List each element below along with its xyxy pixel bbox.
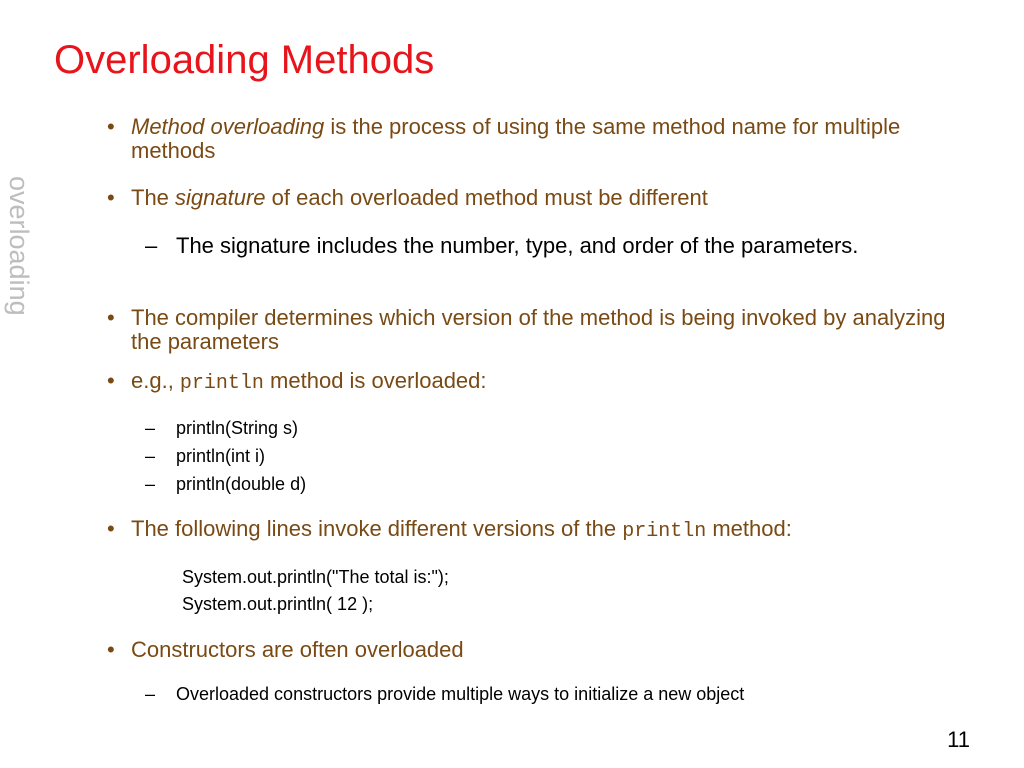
sub-bullet-println-string: [145, 414, 965, 442]
bullet-println-example: [100, 369, 970, 396]
sub-bullet-println-double: [145, 470, 965, 498]
bullet-text-post: method is overloaded:: [263, 368, 487, 393]
inline-code: println: [622, 520, 707, 543]
sub-bullet-text: Overloaded constructors provide multiple ways to initialize a new object: [176, 684, 745, 704]
bullet-text-pre: e.g.,: [131, 368, 180, 393]
code-line: System.out.println( 12 );: [182, 594, 374, 614]
page-number: 11: [947, 727, 970, 752]
bullet-text: The compiler determines which version of the method is being invoked by analyzing the parameters: [131, 305, 946, 354]
bullet-icon: •: [107, 185, 115, 210]
bullet-icon: •: [107, 637, 115, 662]
inline-code: println: [179, 372, 264, 395]
dash-icon: –: [145, 233, 158, 258]
bullet-text: Constructors are often overloaded: [131, 637, 464, 662]
side-label: overloading: [4, 176, 34, 316]
dash-icon: –: [145, 684, 156, 704]
code-line: System.out.println("The total is:");: [182, 567, 449, 587]
dash-icon: –: [145, 474, 156, 494]
sub-bullet-text: println(String s): [176, 418, 299, 438]
code-example: [182, 564, 449, 618]
bullet-signature: [100, 186, 970, 210]
bullet-icon: •: [107, 305, 115, 330]
sub-bullet-text: The signature includes the number, type, and order of the parameters.: [176, 233, 859, 258]
bullet-emphasis: signature: [175, 185, 266, 210]
bullet-text-pre: The: [131, 185, 176, 210]
bullet-constructors: [100, 638, 970, 662]
bullet-method-overloading: [100, 115, 970, 163]
sub-bullet-text: println(double d): [176, 474, 307, 494]
sub-bullet-println-int: [145, 442, 965, 470]
dash-icon: –: [145, 446, 156, 466]
bullet-text-post: of each overloaded method must be different: [265, 185, 708, 210]
bullet-compiler: [100, 306, 970, 354]
bullet-text: is the process of using the same method name for multiple methods: [131, 114, 901, 163]
slide-title: Overloading Methods: [54, 38, 435, 82]
sub-bullet-signature-includes: [145, 234, 965, 258]
bullet-icon: •: [107, 516, 115, 541]
sub-bullet-overloaded-constructors: [145, 680, 965, 708]
bullet-text-pre: The following lines invoke different versions of the: [131, 516, 623, 541]
dash-icon: –: [145, 418, 156, 438]
bullet-following-lines: [100, 517, 970, 544]
bullet-icon: •: [107, 114, 115, 139]
bullet-icon: •: [107, 368, 115, 393]
bullet-emphasis: Method overloading: [131, 114, 325, 139]
sub-bullet-text: println(int i): [176, 446, 266, 466]
bullet-text-post: method:: [706, 516, 792, 541]
